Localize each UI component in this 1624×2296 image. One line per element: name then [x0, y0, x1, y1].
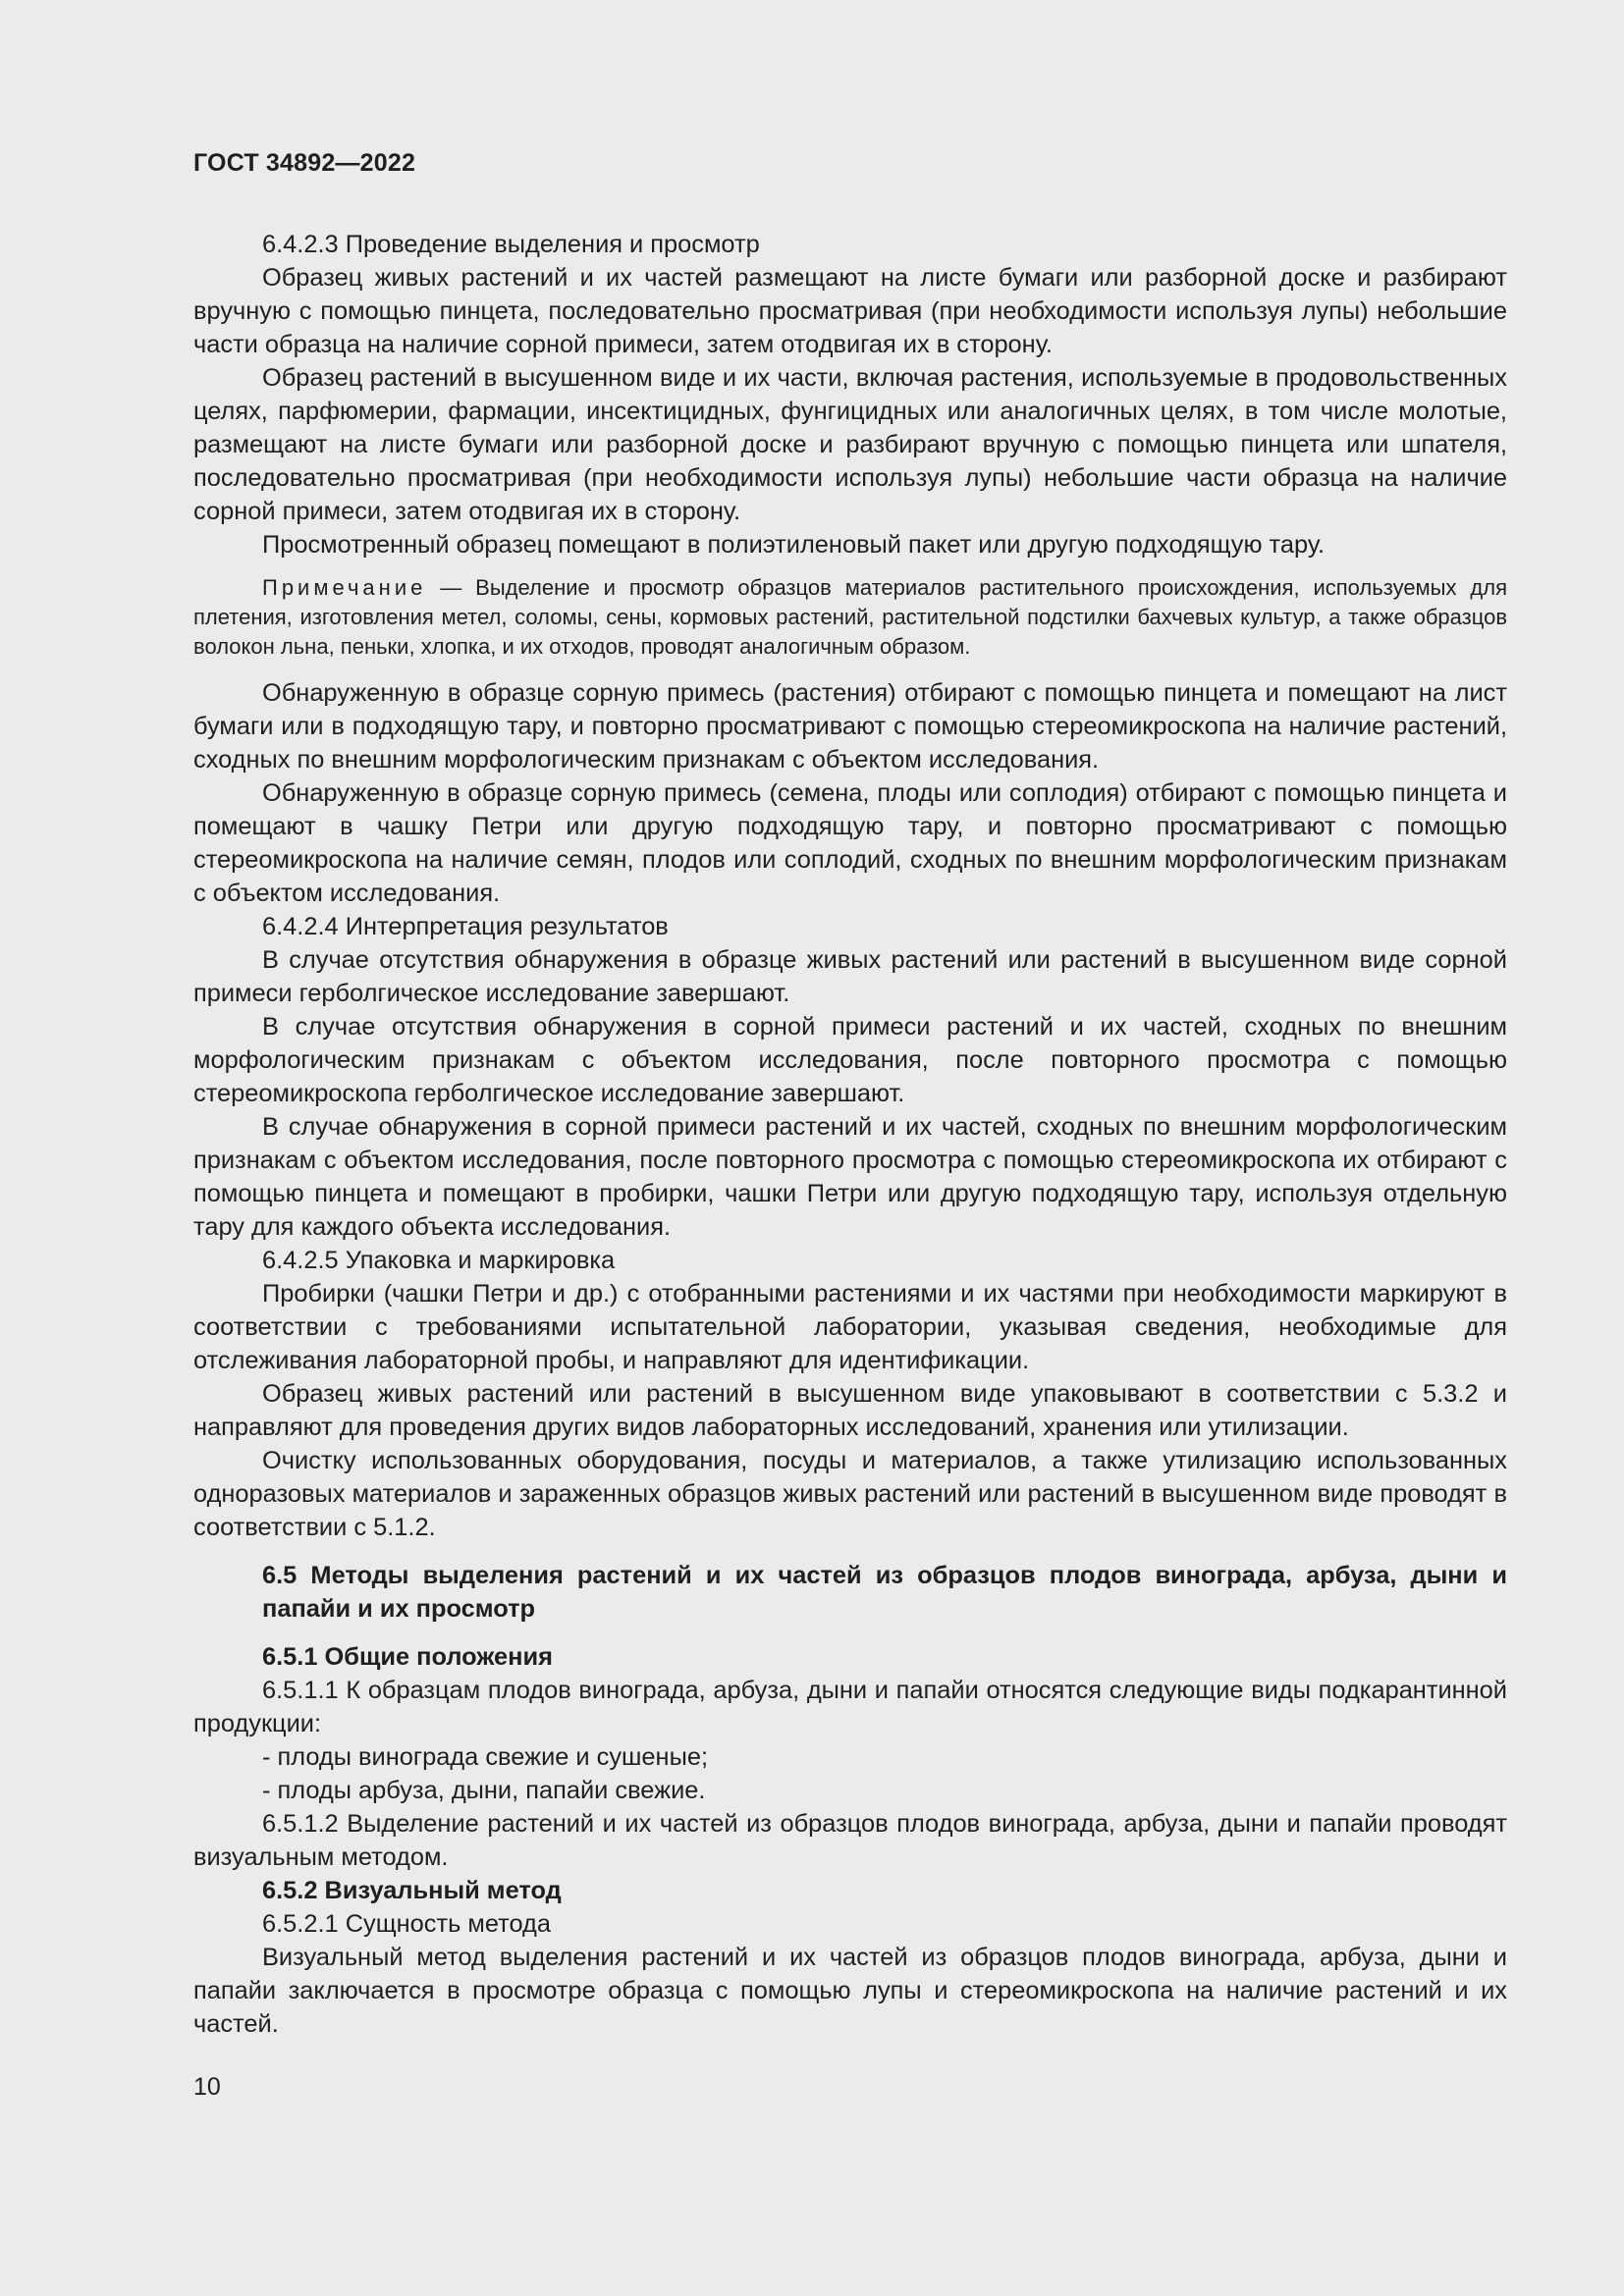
page-number: 10: [193, 2073, 221, 2101]
list-item: - плоды арбуза, дыни, папайи свежие.: [262, 1777, 706, 1804]
subsection-heading: 6.4.2.3 Проведение выделения и просмотр: [262, 231, 760, 258]
paragraph: Обнаруженную в образце сорную примесь (растения) отбирают с помощью пинцета и помещают на лист бумаги или в подходящую тару, и повторно просматривают с помощью стереомикроскопа на наличие растений, сходных по внешним морфологическим признакам с объектом исследования.: [193, 679, 1507, 774]
document-body: [193, 228, 1507, 2041]
paragraph: В случае отсутствия обнаружения в сорной примеси растений и их частей, сходных по внешним морфологическим признакам с объектом исследования, после повторного просмотра с помощью стереомикроскопа герболгическое исследование завершают.: [193, 1013, 1507, 1107]
document-header: ГОСТ 34892—2022: [193, 149, 416, 177]
note-lead: Примечание: [262, 575, 427, 600]
note: [193, 573, 1507, 662]
paragraph: В случае отсутствия обнаружения в образце живых растений или растений в высушенном виде сорной примеси герболгическое исследование завершают.: [193, 946, 1507, 1007]
paragraph: Образец живых растений или растений в высушенном виде упаковывают в соответствии с 5.3.2 и направляют для проведения других видов лабораторных исследований, хранения или утилизации.: [193, 1380, 1507, 1441]
paragraph: Очистку использованных оборудования, посуды и материалов, а также утилизацию использованных одноразовых материалов и зараженных образцов живых растений или растений в высушенном виде проводят в соответствии с 5.1.2.: [193, 1447, 1507, 1541]
paragraph: В случае обнаружения в сорной примеси растений и их частей, сходных по внешним морфологическим признакам с объектом исследования, после повторного просмотра с помощью стереомикроскопа их отбирают с помощью пинцета и помещают в пробирки, чашки Петри или другую подходящую тару, используя отдельную тару для каждого объекта исследования.: [193, 1113, 1507, 1241]
subsection-heading: 6.4.2.4 Интерпретация результатов: [262, 913, 669, 940]
note-text: — Выделение и просмотр образцов материалов растительного происхождения, используемых для плетения, изготовления метел, соломы, сены, кормовых растений, растительной подстилки бахчевых культур, а также образцов волокон льна, пеньки, хлопка, и их отходов, проводят аналогичным образом.: [193, 575, 1507, 659]
paragraph: Визуальный метод выделения растений и их частей из образцов плодов винограда, арбуза, дыни и папайи заключается в просмотре образца с помощью лупы и стереомикроскопа на наличие растений и их частей.: [193, 1944, 1507, 2038]
paragraph: Образец живых растений и их частей размещают на листе бумаги или разборной доске и разбирают вручную с помощью пинцета, последовательно просматривая (при необходимости используя лупы) небольшие части образца на наличие сорной примеси, затем отодвигая их в сторону.: [193, 264, 1507, 358]
paragraph: Обнаруженную в образце сорную примесь (семена, плоды или соплодия) отбирают с помощью пинцета и помещают в чашку Петри или другую подходящую тару, и повторно просматривают с помощью стереомикроскопа на наличие семян, плодов или соплодий, сходных по внешним морфологическим признакам с объектом исследования.: [193, 779, 1507, 907]
paragraph: Образец растений в высушенном виде и их части, включая растения, используемые в продовольственных целях, парфюмерии, фармации, инсектицидных, фунгицидных или аналогичных целях, в том числе молотые, размещают на листе бумаги или разборной доске и разбирают вручную с помощью пинцета или шпателя, последовательно просматривая (при необходимости используя лупы) небольшие части образца на наличие сорной примеси, затем отодвигая их в сторону.: [193, 364, 1507, 525]
paragraph: Пробирки (чашки Петри и др.) с отобранными растениями и их частями при необходимости маркируют в соответствии с требованиями испытательной лаборатории, указывая сведения, необходимые для отслеживания лабораторной пробы, и направляют для идентификации.: [193, 1280, 1507, 1374]
subsection-heading: 6.5.2 Визуальный метод: [262, 1877, 562, 1904]
section-heading: 6.5 Методы выделения растений и их частей из образцов плодов винограда, арбуза, дыни и папайи и их просмотр: [262, 1562, 1507, 1623]
subsection-heading: 6.5.1 Общие положения: [262, 1643, 553, 1671]
paragraph: 6.5.1.1 К образцам плодов винограда, арбуза, дыни и папайи относятся следующие виды подкарантинной продукции:: [193, 1677, 1507, 1737]
paragraph: 6.5.1.2 Выделение растений и их частей из образцов плодов винограда, арбуза, дыни и папайи проводят визуальным методом.: [193, 1810, 1507, 1871]
list-item: - плоды винограда свежие и сушеные;: [262, 1743, 708, 1771]
paragraph: Просмотренный образец помещают в полиэтиленовый пакет или другую подходящую тару.: [262, 531, 1326, 559]
subsection-heading: 6.4.2.5 Упаковка и маркировка: [262, 1247, 616, 1274]
subsection-heading: 6.5.2.1 Сущность метода: [262, 1910, 551, 1938]
